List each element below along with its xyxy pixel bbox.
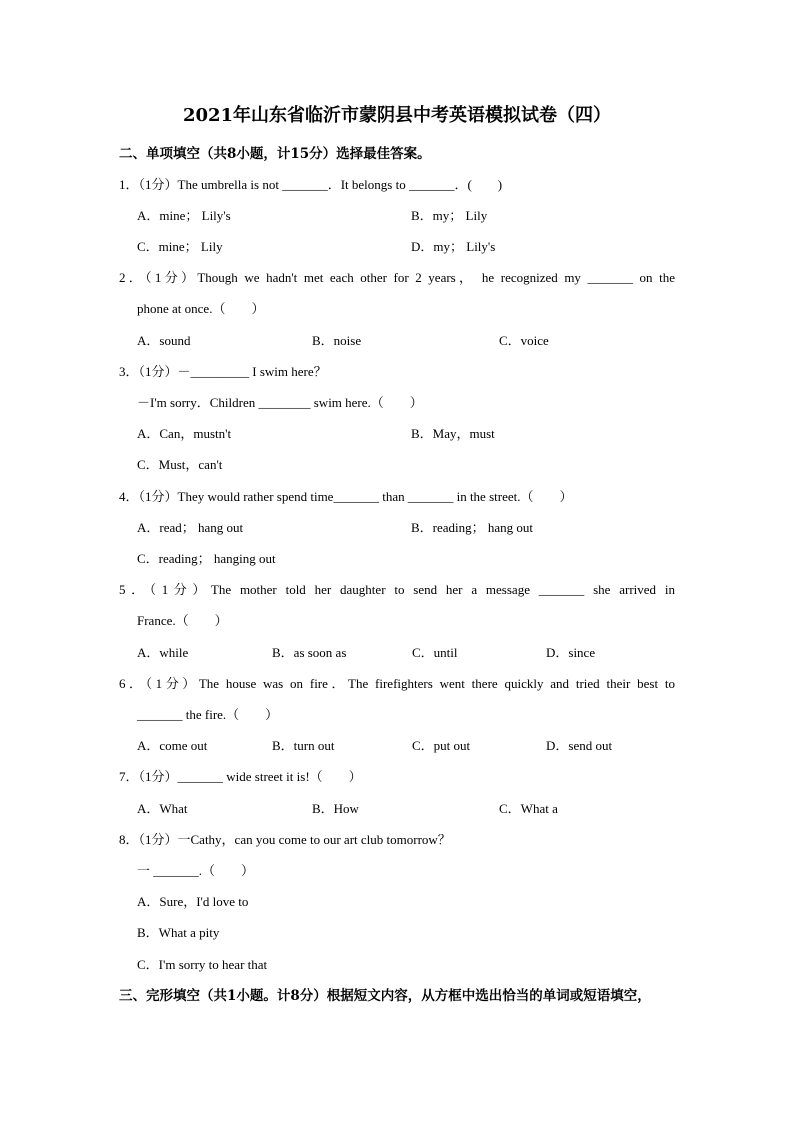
question-1-option-c: C．mine； Lily xyxy=(137,239,223,254)
question-7-option-c: C．What a xyxy=(499,801,558,816)
question-3-option-b: B．May，must xyxy=(411,426,495,441)
section-heading-cloze: 三、完形填空（共1小题。计8分）根据短文内容，从方框中选出恰当的单词或短语填空， xyxy=(119,988,651,1004)
question-8-stem-line-2: 一 _______.（ ） xyxy=(137,863,255,878)
question-5-option-b: B．as soon as xyxy=(272,645,347,660)
question-6-option-d: D．send out xyxy=(546,738,613,753)
question-3-option-c: C．Must，can't xyxy=(137,457,223,472)
question-8-stem-line-1: 8．（1分）一Cathy，can you come to our art club tomorrow？ xyxy=(119,832,451,847)
question-7-stem: 7．（1分）_______ wide street it is!（ ） xyxy=(119,769,362,784)
question-3-option-a: A．Can，mustn't xyxy=(137,426,232,441)
question-1-stem: 1．（1分）The umbrella is not _______．It belongs to _______．( ) xyxy=(119,177,503,192)
question-6-stem-line-2: _______ the fire.（ ） xyxy=(137,707,279,722)
question-6-option-c: C．put out xyxy=(412,738,471,753)
question-8-option-b: B．What a pity xyxy=(137,925,220,940)
section-heading-single-choice: 二、单项填空（共8小题，计15分）选择最佳答案。 xyxy=(119,146,431,162)
question-4-stem: 4．（1分）They would rather spend time_______ than _______ in the street.（ ） xyxy=(119,489,573,504)
page-title: 2021年山东省临沂市蒙阴县中考英语模拟试卷（四） xyxy=(182,105,612,126)
question-4-option-a: A．read； hang out xyxy=(137,520,244,535)
question-1-option-d: D．my； Lily's xyxy=(411,239,496,254)
question-5-stem-line-1: 5．（1分）The mother told her daughter to send her a message _______ she arrived in xyxy=(119,582,675,597)
question-1-option-a: A．mine； Lily's xyxy=(137,208,231,223)
question-6-option-a: A．come out xyxy=(137,738,208,753)
question-6-option-b: B．turn out xyxy=(272,738,335,753)
question-7-option-b: B．How xyxy=(312,801,359,816)
question-2-stem-line-1: 2．（1分）Though we hadn't met each other for 2 years， he recognized my _______ on the xyxy=(119,270,675,285)
question-3-stem-line-2: －I'm sorry．Children ________ swim here.（ ） xyxy=(137,395,423,410)
question-4-option-b: B．reading； hang out xyxy=(411,520,534,535)
question-5-option-c: C．until xyxy=(412,645,458,660)
question-6-stem-line-1: 6．（1分）The house was on fire．The firefighters went there quickly and tried their best to xyxy=(119,676,675,691)
question-5-stem-line-2: France.（ ） xyxy=(137,613,228,628)
question-7-option-a: A．What xyxy=(137,801,188,816)
question-5-option-d: D．since xyxy=(546,645,596,660)
question-8-option-a: A．Sure，I'd love to xyxy=(137,894,249,909)
question-5-option-a: A．while xyxy=(137,645,189,660)
question-1-option-b: B．my； Lily xyxy=(411,208,488,223)
question-4-option-c: C．reading； hanging out xyxy=(137,551,276,566)
question-2-option-a: A．sound xyxy=(137,333,191,348)
question-2-stem-line-2: phone at once.（ ） xyxy=(137,301,265,316)
question-3-stem-line-1: 3．（1分）－_________ I swim here？ xyxy=(119,364,327,379)
question-2-option-b: B．noise xyxy=(312,333,362,348)
question-2-option-c: C．voice xyxy=(499,333,549,348)
question-8-option-c: C．I'm sorry to hear that xyxy=(137,957,268,972)
